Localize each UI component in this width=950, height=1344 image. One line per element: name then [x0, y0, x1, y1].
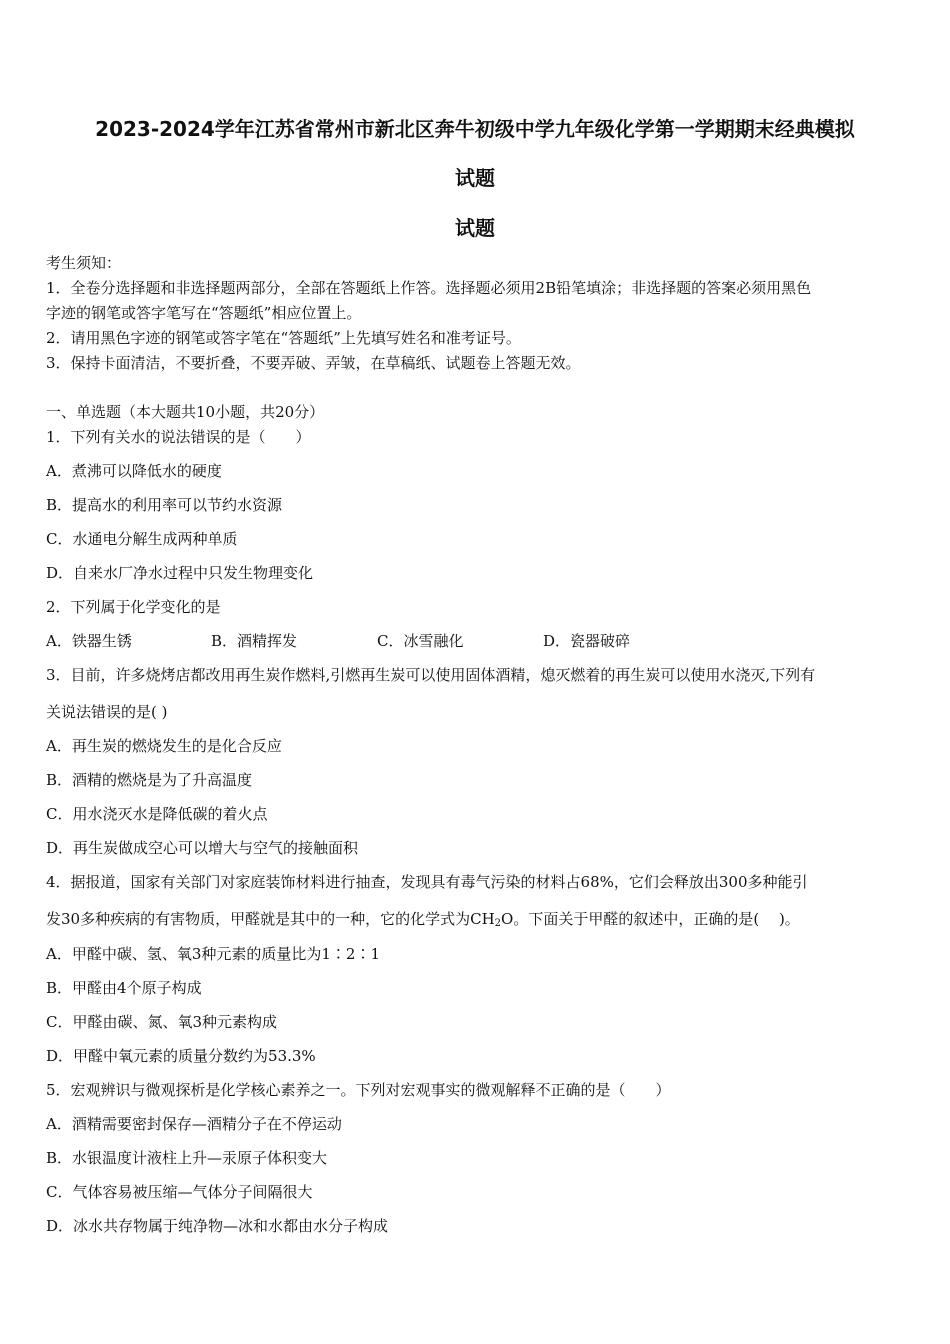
notice-item-1: 1．全卷分选择题和非选择题两部分，全部在答题纸上作答。选择题必须用2B铅笔填涂；非选择题的答案必须用黑色 [46, 279, 812, 297]
section-heading: 一、单选题（本大题共10小题，共20分） [46, 403, 325, 421]
q5-option-b: B．水银温度计液柱上升—汞原子体积变大 [46, 1149, 328, 1167]
q1-option-a: A．煮沸可以降低水的硬度 [46, 462, 222, 480]
q4-stem-text: 发30多种疾病的有害物质，甲醛就是其中的一种，它的化学式为CH [46, 910, 495, 928]
q4-stem-continued [46, 908, 800, 929]
q4-stem-text-end: O。下面关于甲醛的叙述中，正确的是( )。 [501, 910, 800, 928]
q4-option-d: D．甲醛中氧元素的质量分数约为53.3% [46, 1047, 316, 1065]
q1-option-b: B．提高水的利用率可以节约水资源 [46, 496, 283, 514]
q2-stem: 2．下列属于化学变化的是 [46, 598, 221, 616]
q3-option-a: A．再生炭的燃烧发生的是化合反应 [46, 737, 282, 755]
exam-subtitle: 试题 [455, 216, 495, 240]
q2-option-a: A．铁器生锈 [46, 632, 132, 650]
q3-stem: 3．目前，许多烧烤店都改用再生炭作燃料,引燃再生炭可以使用固体酒精，熄灭燃着的再生炭可以使用水浇灭,下列有 [46, 666, 816, 684]
q2-option-c: C．冰雪融化 [377, 632, 464, 650]
exam-title: 2023-2024学年江苏省常州市新北区奔牛初级中学九年级化学第一学期期末经典模拟 [95, 117, 855, 141]
q4-option-c: C．甲醛由碳、氮、氧3种元素构成 [46, 1013, 278, 1031]
q3-option-d: D．再生炭做成空心可以增大与空气的接触面积 [46, 839, 359, 857]
q3-option-c: C．用水浇灭水是降低碳的着火点 [46, 805, 268, 823]
exam-title-continued: 试题 [455, 166, 495, 190]
q1-stem: 1．下列有关水的说法错误的是（ ） [46, 428, 311, 446]
formula-subscript: 2 [494, 918, 502, 929]
q4-option-b: B．甲醛由4个原子构成 [46, 979, 202, 997]
q5-stem: 5．宏观辨识与微观探析是化学核心素养之一。下列对宏观事实的微观解释不正确的是（ ） [46, 1081, 671, 1099]
q1-option-d: D．自来水厂净水过程中只发生物理变化 [46, 564, 314, 582]
notice-item-3: 3．保持卡面清洁，不要折叠，不要弄破、弄皱，在草稿纸、试题卷上答题无效。 [46, 354, 581, 372]
q2-option-d: D．瓷器破碎 [543, 632, 631, 650]
q1-option-c: C．水通电分解生成两种单质 [46, 530, 238, 548]
notice-item-1-continued: 字迹的钢笔或答字笔写在“答题纸”相应位置上。 [46, 304, 362, 322]
q3-option-b: B．酒精的燃烧是为了升高温度 [46, 771, 253, 789]
q4-stem: 4．据报道，国家有关部门对家庭装饰材料进行抽查，发现具有毒气污染的材料占68%，它们会释放出300多种能引 [46, 873, 808, 891]
q3-stem-continued: 关说法错误的是( ) [46, 703, 168, 721]
q5-option-a: A．酒精需要密封保存—酒精分子在不停运动 [46, 1115, 342, 1133]
q2-option-b: B．酒精挥发 [211, 632, 298, 650]
q5-option-d: D．冰水共存物属于纯净物—冰和水都由水分子构成 [46, 1217, 389, 1235]
q5-option-c: C．气体容易被压缩—气体分子间隔很大 [46, 1183, 313, 1201]
notice-item-2: 2．请用黑色字迹的钢笔或答字笔在“答题纸”上先填写姓名和准考证号。 [46, 329, 521, 347]
notice-heading: 考生须知： [46, 254, 122, 272]
q4-option-a: A．甲醛中碳、氢、氧3种元素的质量比为1∶2∶1 [46, 945, 381, 963]
